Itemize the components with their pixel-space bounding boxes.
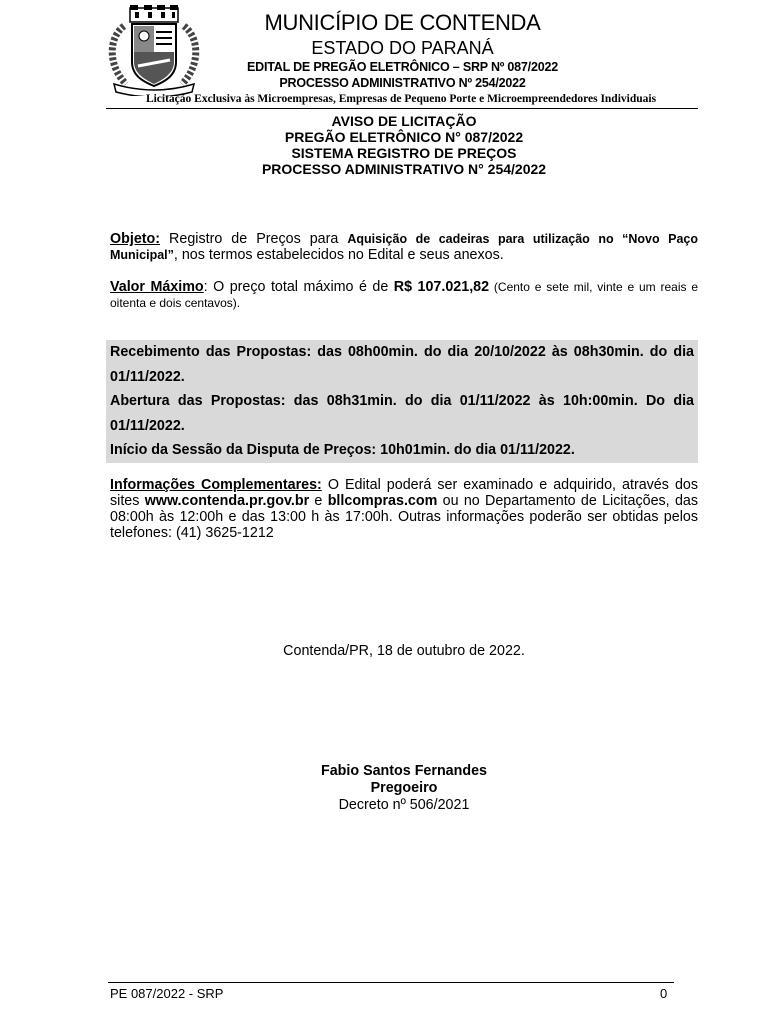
signer-name: Fabio Santos Fernandes: [320, 763, 488, 779]
objeto-description: Aquisição de cadeiras para utilização no “Novo Paço Municipal”: [110, 232, 698, 262]
info-text-2: e: [309, 493, 328, 509]
abertura-line: Abertura das Propostas: das 08h31min. do dia 01/11/2022 às 10h:00min. Do dia 01/11/2022.: [110, 393, 694, 434]
state-name: ESTADO DO PARANÁ: [311, 38, 494, 58]
municipality-name: MUNICÍPIO DE CONTENDA: [264, 10, 541, 35]
edital-title: EDITAL DE PREGÃO ELETRÔNICO – SRP Nº 087/2022: [247, 60, 558, 74]
notice-line-aviso: AVISO DE LICITAÇÃO: [331, 113, 477, 129]
objeto-label: Objeto:: [110, 231, 161, 247]
site-link-bllcompras[interactable]: bllcompras.com: [327, 493, 438, 509]
objeto-text-1: Registro de Preços para: [160, 231, 348, 247]
inicio-sessao-line: Início da Sessão da Disputa de Preços: 10h01min. do dia 01/11/2022.: [110, 442, 575, 458]
valor-text: : O preço total máximo é de: [203, 279, 394, 295]
valor-label: Valor Máximo: [110, 279, 204, 295]
signer-role: Pregoeiro: [370, 780, 438, 796]
valor-amount: R$ 107.021,82: [393, 279, 490, 295]
info-label: Informações Complementares:: [110, 477, 322, 493]
place-date: Contenda/PR, 18 de outubro de 2022.: [283, 643, 525, 659]
municipal-coat-of-arms-icon: [104, 4, 204, 96]
notice-line-processo: PROCESSO ADMINISTRATIVO N° 254/2022: [261, 161, 547, 177]
exclusivity-note: Licitação Exclusiva às Microempresas, Empresas de Pequeno Porte e Microempreendedores Individuais: [145, 93, 657, 105]
site-link-contenda[interactable]: www.contenda.pr.gov.br: [144, 493, 310, 509]
valor-paragraph: [110, 279, 698, 311]
objeto-text-2: , nos termos estabelecidos no Edital e seus anexos.: [173, 247, 504, 263]
header-divider: [106, 108, 698, 109]
objeto-paragraph: [110, 231, 698, 263]
processo-title: PROCESSO ADMINISTRATIVO Nº 254/2022: [279, 76, 526, 90]
notice-line-srp: SISTEMA REGISTRO DE PREÇOS: [291, 145, 517, 161]
page-number: 0: [660, 986, 668, 1001]
notice-title-block: [110, 113, 698, 177]
valor-extenso: (Cento e sete mil, vinte e um reais e oitenta e dois centavos).: [110, 280, 698, 310]
footer-reference: PE 087/2022 - SRP: [110, 986, 224, 1001]
signer-decree: Decreto nº 506/2021: [338, 797, 470, 813]
info-text-3: ou no Departamento de Licitações, das 08:00h às 12:00h e das 13:00 h às 17:00h. Outras informações poderão ser obtidas pelos telefones: (41) 3625-1212: [110, 493, 698, 541]
footer-divider: [108, 982, 674, 983]
dates-box: [106, 340, 698, 463]
info-paragraph: [110, 477, 698, 541]
recebimento-line: Recebimento das Propostas: das 08h00min. do dia 20/10/2022 às 08h30min. do dia 01/11/2022.: [110, 344, 694, 385]
notice-line-pregao: PREGÃO ELETRÔNICO N° 087/2022: [284, 129, 524, 145]
info-text-1: O Edital poderá ser examinado e adquirido, através dos sites: [110, 477, 698, 509]
